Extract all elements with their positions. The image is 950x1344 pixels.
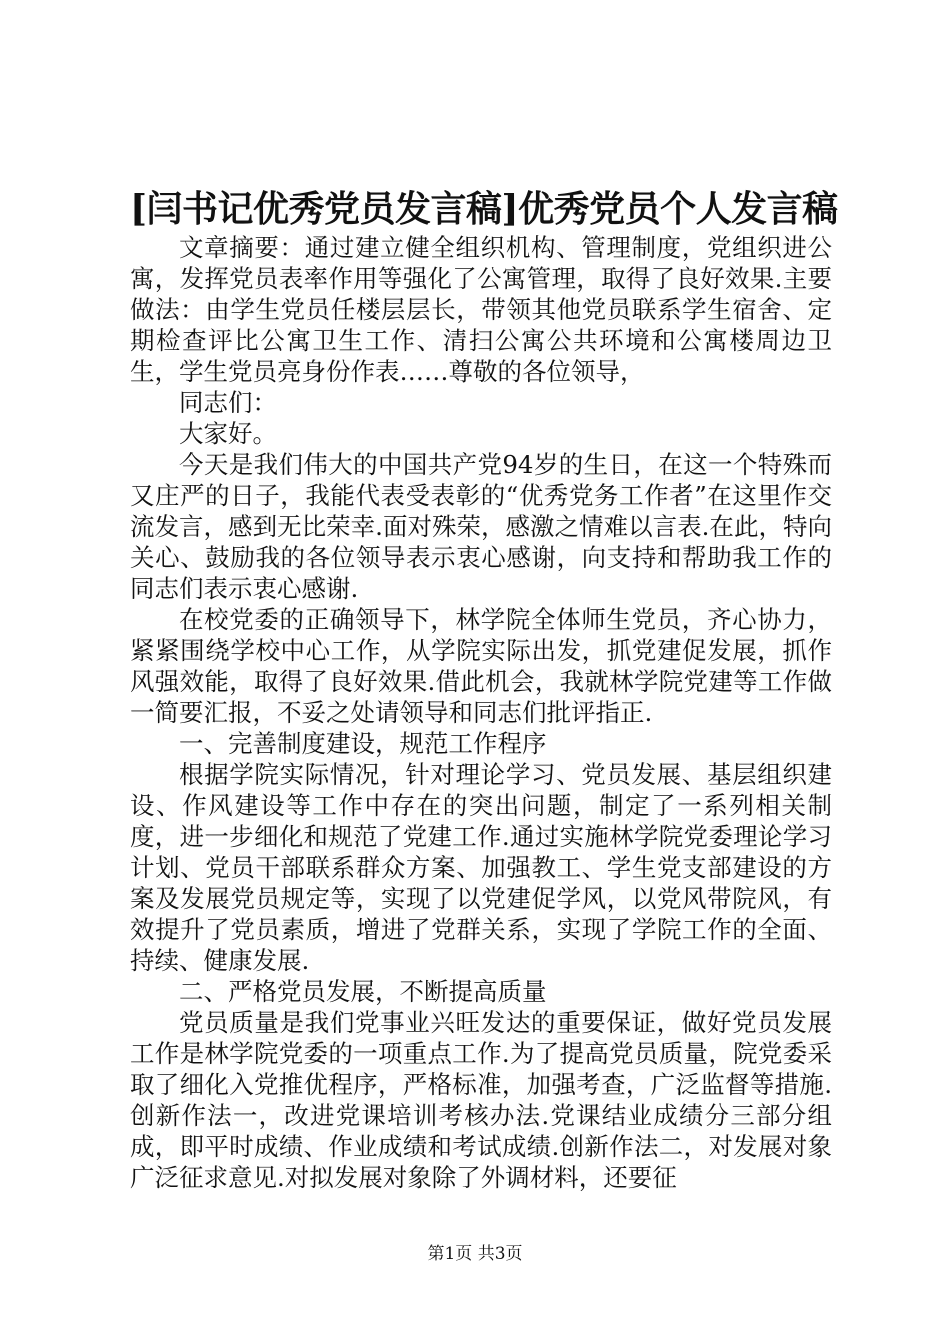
document-title: [闫书记优秀党员发言稿]优秀党员个人发言稿 xyxy=(130,188,838,230)
body-paragraph: 今天是我们伟大的中国共产党94岁的生日，在这一个特殊而又庄严的日子，我能代表受表彰的“优秀党务工作者”在这里作交流发言，感到无比荣幸.面对殊荣，感激之情难以言表.在此，特向关心、鼓励我的各位领导表示衷心感谢，向支持和帮助我工作的同志们表示衷心感谢. xyxy=(130,450,832,603)
greeting-line: 大家好。 xyxy=(179,419,277,448)
section-heading: 一、完善制度建设，规范工作程序 xyxy=(179,729,547,758)
abstract-paragraph: 文章摘要：通过建立健全组织机构、管理制度，党组织进公寓，发挥党员表率作用等强化了公寓管理，取得了良好效果.主要做法：由学生党员任楼层层长，带领其他党员联系学生宿舍、定期检查评比公寓卫生工作、清扫公寓公共环境和公寓楼周边卫生，学生党员亮身份作表……尊敬的各位领导， xyxy=(130,233,832,386)
salutation-line: 同志们： xyxy=(179,388,277,417)
body-paragraph: 党员质量是我们党事业兴旺发达的重要保证，做好党员发展工作是林学院党委的一项重点工作.为了提高党员质量，院党委采取了细化入党推优程序，严格标准，加强考查，广泛监督等措施.创新作法一，改进党课培训考核办法.党课结业成绩分三部分组成，即平时成绩、作业成绩和考试成绩.创新作法二，对发展对象广泛征求意见.对拟发展对象除了外调材料，还要征 xyxy=(130,1008,832,1192)
document-body xyxy=(130,232,832,1193)
body-paragraph: 根据学院实际情况，针对理论学习、党员发展、基层组织建设、作风建设等工作中存在的突出问题，制定了一系列相关制度，进一步细化和规范了党建工作.通过实施林学院党委理论学习计划、党员干部联系群众方案、加强教工、学生党支部建设的方案及发展党员规定等，实现了以党建促学风，以党风带院风，有效提升了党员素质，增进了党群关系，实现了学院工作的全面、持续、健康发展. xyxy=(130,760,832,975)
section-heading: 二、严格党员发展，不断提高质量 xyxy=(179,977,547,1006)
body-paragraph: 在校党委的正确领导下，林学院全体师生党员，齐心协力，紧紧围绕学校中心工作，从学院实际出发，抓党建促发展，抓作风强效能，取得了良好效果.借此机会，我就林学院党建等工作做一简要汇报，不妥之处请领导和同志们批评指正. xyxy=(130,605,832,727)
page-number-footer: 第1页 共3页 xyxy=(427,1244,523,1264)
